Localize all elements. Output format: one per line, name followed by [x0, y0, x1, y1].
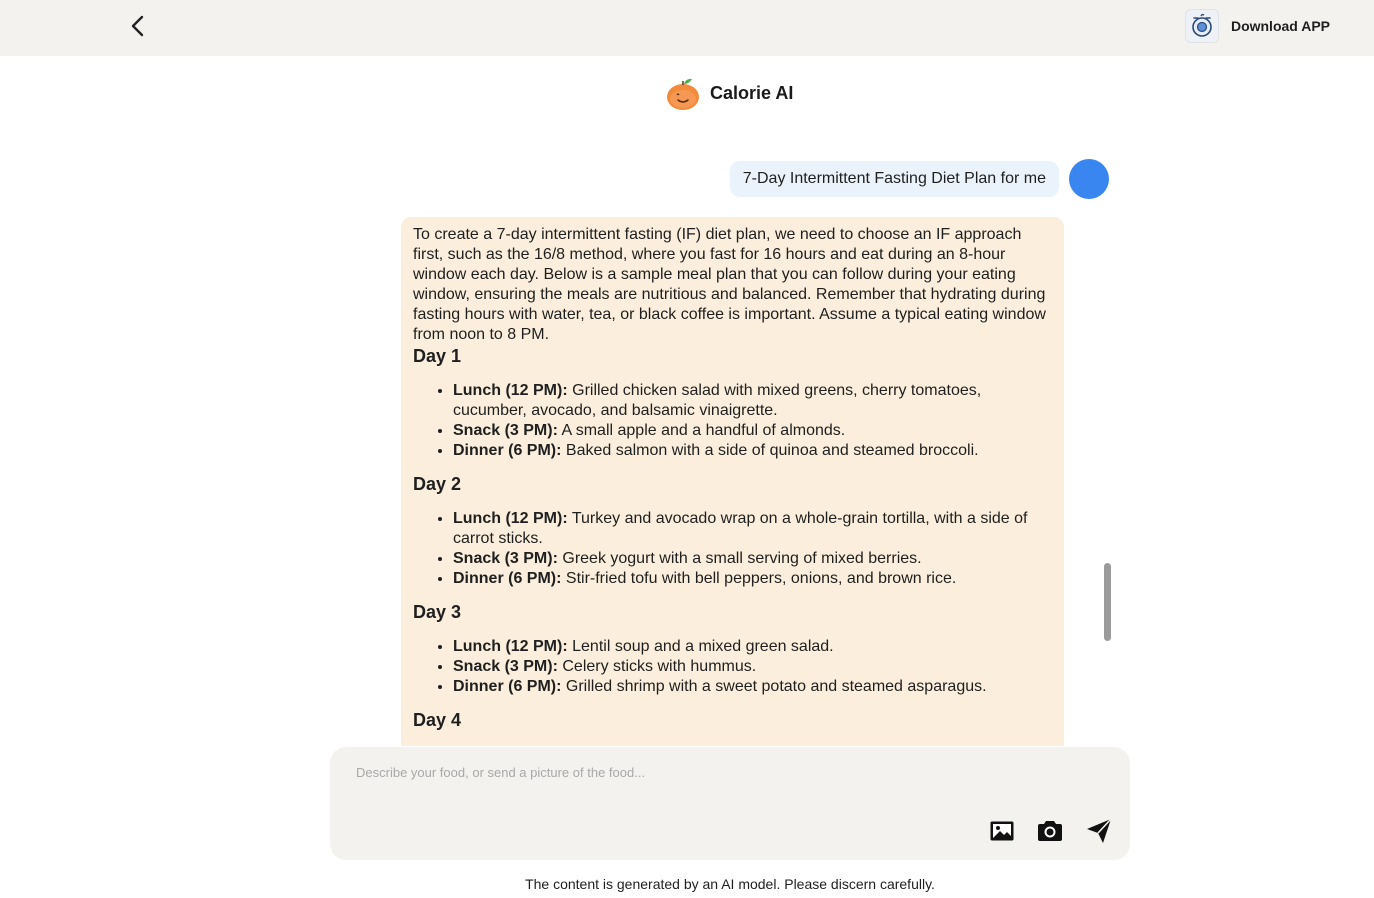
back-button[interactable]	[122, 10, 154, 42]
meal-label: Dinner (6 PM):	[453, 442, 562, 459]
ai-disclaimer: The content is generated by an AI model. Please discern carefully.	[525, 876, 935, 892]
send-icon	[1085, 817, 1113, 845]
meal-text: Stir-fried tofu with bell peppers, onions, and brown rice.	[561, 570, 957, 587]
upload-image-button[interactable]	[987, 816, 1017, 846]
camera-icon	[1036, 819, 1064, 843]
top-bar	[0, 0, 1374, 56]
meal-item	[453, 677, 1052, 697]
camera-button[interactable]	[1035, 816, 1065, 846]
send-button[interactable]	[1084, 816, 1114, 846]
meal-item	[453, 637, 1052, 657]
orange-mascot-icon	[664, 74, 702, 112]
scrollbar-thumb[interactable]	[1104, 563, 1111, 641]
day-heading: Day 4	[413, 710, 462, 730]
meal-item	[453, 657, 1052, 677]
meal-text: Greek yogurt with a small serving of mixed berries.	[557, 550, 922, 567]
meal-text: Turkey and avocado wrap on a whole-grain tortilla, with a side of carrot sticks.	[453, 510, 1028, 547]
download-app-label: Download APP	[1230, 18, 1330, 34]
meal-item	[453, 421, 1052, 441]
meal-label: Lunch (12 PM):	[453, 382, 568, 399]
day-plans	[413, 345, 1052, 731]
meal-item	[453, 569, 1052, 589]
meal-item	[453, 509, 1052, 549]
meal-label: Dinner (6 PM):	[453, 570, 562, 587]
download-app-button[interactable]	[1185, 8, 1330, 44]
meal-text: Grilled chicken salad with mixed greens, cherry tomatoes, cucumber, avocado, and balsamic vinaigrette.	[453, 382, 982, 419]
day-heading: Day 3	[413, 602, 462, 622]
meal-list	[413, 509, 1052, 589]
user-message: 7-Day Intermittent Fasting Diet Plan for me	[730, 161, 1059, 197]
app-logo-icon	[1185, 9, 1219, 43]
meal-list	[413, 381, 1052, 461]
meal-text: Lentil soup and a mixed green salad.	[567, 638, 834, 655]
meal-label: Dinner (6 PM):	[453, 678, 562, 695]
ai-intro: To create a 7-day intermittent fasting (IF) diet plan, we need to choose an IF approach first, such as the 16/8 method, where you fast for 16 hours and eat during an 8-hour window each day. Below is a sample meal plan that you can follow during your eating window, ensuring the meals are nutritious and balanced. Remember that hydrating during fasting hours with water, tea, or black coffee is important. Assume a typical eating window from noon to 8 PM.	[413, 226, 1046, 343]
user-avatar	[1069, 159, 1109, 199]
meal-item	[453, 441, 1052, 461]
brand-header	[664, 74, 793, 112]
food-description-input[interactable]	[356, 765, 1096, 805]
user-message-row	[730, 159, 1109, 199]
meal-item	[453, 381, 1052, 421]
meal-label: Lunch (12 PM):	[453, 638, 568, 655]
meal-text: A small apple and a handful of almonds.	[557, 422, 846, 439]
meal-label: Snack (3 PM):	[453, 550, 558, 567]
chevron-left-icon	[128, 14, 148, 38]
meal-list	[413, 637, 1052, 697]
meal-label: Lunch (12 PM):	[453, 510, 568, 527]
meal-item	[453, 549, 1052, 569]
meal-text: Grilled shrimp with a sweet potato and steamed asparagus.	[561, 678, 987, 695]
brand-name: Calorie AI	[710, 82, 794, 103]
day-heading: Day 1	[413, 346, 462, 366]
meal-label: Snack (3 PM):	[453, 422, 558, 439]
image-icon	[989, 819, 1015, 843]
meal-text: Celery sticks with hummus.	[557, 658, 757, 675]
ai-response	[401, 217, 1064, 746]
day-heading: Day 2	[413, 474, 462, 494]
meal-text: Baked salmon with a side of quinoa and steamed broccoli.	[561, 442, 979, 459]
message-composer	[330, 747, 1130, 860]
meal-label: Snack (3 PM):	[453, 658, 558, 675]
